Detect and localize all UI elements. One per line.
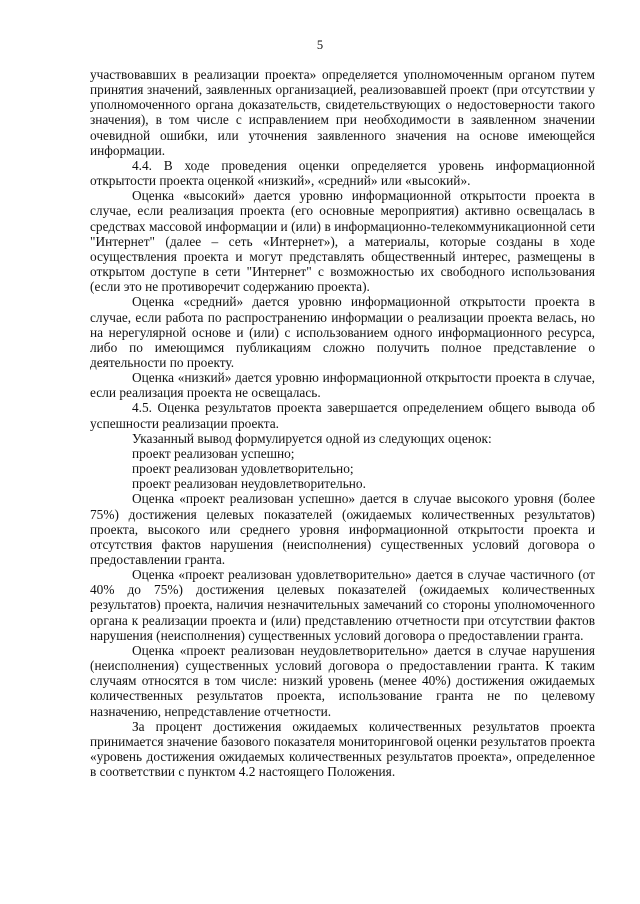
paragraph-successful-definition: Оценка «проект реализован успешно» дается в случае высокого уровня (более 75%) достижения целевых показателей (ожидаемых количественных результатов) проекта, высокого или среднего уровня информационной открытости проекта и отсутствия фактов нарушения (неисполнения) существенных условий договора о предоставлении гранта. xyxy=(90,491,595,567)
paragraph-continuation: участвовавших в реализации проекта» определяется уполномоченным органом путем принятия значений, заявленных организацией, реализовавшей проект (при отсутствии у уполномоченного органа доказательств, свидетельствующих о недостоверности такого значения), в том числе с исправлением при необходимости в заявленном значении очевидной ошибки, или уточнения заявленного значения на основе имеющейся информации. xyxy=(90,67,595,158)
paragraph-unsatisfactory-definition: Оценка «проект реализован неудовлетворительно» дается в случае нарушения (неисполнения) существенных условий договора о предоставлении гранта. К таким случаям относятся в том числе: низкий уровень (менее 40%) достижения ожидаемых количественных результатов проекта, использование гранта не по целевому назначению, непредставление отчетности. xyxy=(90,642,595,719)
paragraph-achievement-percentage: За процент достижения ожидаемых количественных результатов проекта принимается значение базового показателя мониторинговой оценки результатов проекта «уровень достижения ожидаемых количественных результатов проекта», определенное в соответствии с пунктом 4.2 настоящего Положения. xyxy=(90,718,595,780)
list-item-satisfactory: проект реализован удовлетворительно; xyxy=(132,461,354,477)
paragraph-rating-low: Оценка «низкий» дается уровню информационной открытости проекта в случае, если реализация проекта не освещалась. xyxy=(90,370,595,401)
list-item-unsatisfactory: проект реализован неудовлетворительно. xyxy=(132,476,366,492)
list-item-successful: проект реализован успешно; xyxy=(132,445,295,461)
document-body xyxy=(90,67,595,779)
paragraph-conclusion-intro: Указанный вывод формулируется одной из следующих оценок: xyxy=(132,430,492,446)
page-number: 5 xyxy=(316,38,324,52)
paragraph-satisfactory-definition: Оценка «проект реализован удовлетворительно» дается в случае частичного (от 40% до 75%) достижения целевых показателей (ожидаемых количественных результатов) проекта, наличия незначительных замечаний со стороны уполномоченного органа к реализации проекта и (или) представлению отчетности при отсутствии фактов нарушения (неисполнения) существенных условий договора о предоставлении гранта. xyxy=(90,567,595,643)
paragraph-rating-high: Оценка «высокий» дается уровню информационной открытости проекта в случае, если реализация проекта (его основные мероприятия) активно освещалась в средствах массовой информации и (или) в информационно-телекоммуникационной сети "Интернет" (далее – сеть «Интернет»), а материалы, которые созданы в ходе осуществления проекта и могут представлять общественный интерес, размещены в открытом доступе в сети "Интернет" с возможностью их свободного использования (если это не противоречит содержанию проекта). xyxy=(90,188,595,295)
paragraph-4-4: 4.4. В ходе проведения оценки определяется уровень информационной открытости проекта оценкой «низкий», «средний» или «высокий». xyxy=(90,157,595,189)
paragraph-rating-medium: Оценка «средний» дается уровню информационной открытости проекта в случае, если работа по распространению информации о реализации проекта велась, но на нерегулярной основе и (или) с использованием одного информационного ресурса, либо по имеющимся публикациям сложно получить полное представление о деятельности по проекту. xyxy=(90,294,595,370)
paragraph-4-5: 4.5. Оценка результатов проекта завершается определением общего вывода об успешности реализации проекта. xyxy=(90,400,595,431)
